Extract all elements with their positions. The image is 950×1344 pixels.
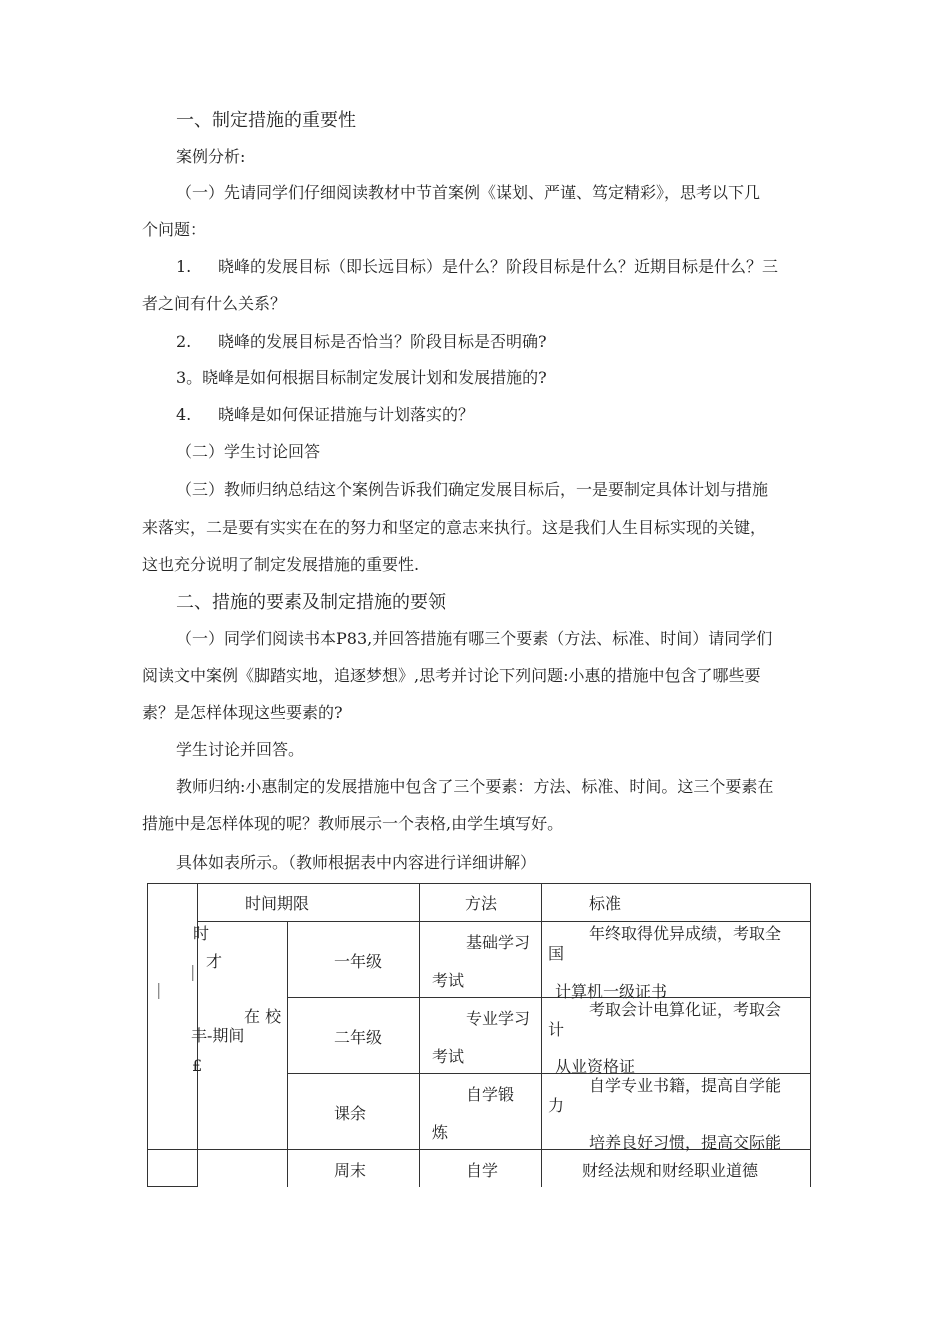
header-standard: 标准 xyxy=(589,894,622,913)
question-4-text: 晓峰是如何保证措施与计划落实的？ xyxy=(218,405,475,424)
row-2-standard-line-3: 从业资格证 xyxy=(555,1057,636,1076)
row-1-standard-line-1: 年终取得优异成绩，考取全 xyxy=(589,924,782,943)
row-1-method-line-2: 考试 xyxy=(432,971,465,990)
row-4-method: 自学 xyxy=(466,1161,499,1180)
section-2-paragraph-3-line-2: 措施中是怎样体现的呢？教师展示一个表格,由学生填写好。 xyxy=(142,814,564,833)
section-2-paragraph-2: 学生讨论并回答。 xyxy=(176,740,305,759)
row-4-standard: 财经法规和财经职业道德 xyxy=(582,1161,759,1180)
case-analysis-label: 案例分析: xyxy=(176,147,246,166)
table-rule xyxy=(197,921,811,922)
table-rule xyxy=(810,883,811,1187)
side-label-e: £ xyxy=(192,1056,203,1075)
row-3-method-line-2: 炼 xyxy=(432,1123,449,1142)
side-label-a: 时 xyxy=(193,924,210,943)
intro-line-2: 个问题： xyxy=(142,220,207,239)
table-rule xyxy=(287,921,288,1187)
table-rule xyxy=(147,1186,197,1187)
question-1-number: 1. xyxy=(176,257,192,276)
row-2-period: 二年级 xyxy=(334,1028,383,1047)
row-2-method-line-1: 专业学习 xyxy=(466,1009,531,1028)
question-1-line-1: 晓峰的发展目标（即长远目标）是什么？阶段目标是什么？近期目标是什么？三 xyxy=(218,257,779,276)
teacher-summary-line-3: 这也充分说明了制定发展措施的重要性. xyxy=(142,555,420,574)
question-3-text: 3。晓峰是如何根据目标制定发展计划和发展措施的? xyxy=(176,368,547,387)
row-1-method-line-1: 基础学习 xyxy=(466,933,531,952)
question-2-number: 2. xyxy=(176,332,192,351)
section-1-heading: 一、制定措施的重要性 xyxy=(176,110,356,131)
header-time-period: 时间期限 xyxy=(245,894,310,913)
section-2-paragraph-4: 具体如表所示。（教师根据表中内容进行详细讲解） xyxy=(176,853,537,872)
question-4-number: 4. xyxy=(176,405,192,424)
row-3-method-line-1: 自学锻 xyxy=(466,1085,515,1104)
row-4-period: 周末 xyxy=(334,1161,367,1180)
row-2-standard-line-1: 考取会计电算化证，考取会 xyxy=(589,1000,782,1019)
table-rule xyxy=(541,883,542,1187)
table-rule xyxy=(147,883,811,884)
side-label-d: 丰-期间 xyxy=(191,1026,245,1045)
student-discussion: （二）学生讨论回答 xyxy=(176,442,321,461)
question-2-text: 晓峰的发展目标是否恰当？阶段目标是否明确? xyxy=(218,332,547,351)
section-2-paragraph-1-line-1: （一）同学们阅读书本P83,并回答措施有哪三个要素（方法、标准、时间）请同学们 xyxy=(176,629,773,648)
section-2-heading: 二、措施的要素及制定措施的要领 xyxy=(176,592,446,613)
row-3-period: 课余 xyxy=(334,1104,367,1123)
row-3-standard-line-1: 自学专业书籍，提高自学能 xyxy=(589,1076,782,1095)
section-2-paragraph-3-line-1: 教师归纳:小惠制定的发展措施中包含了三个要素：方法、标准、时间。这三个要素在 xyxy=(176,777,774,796)
section-2-paragraph-1-line-3: 素？是怎样体现这些要素的? xyxy=(142,703,343,722)
table-rule xyxy=(147,883,148,1187)
row-1-standard-line-3: 计算机一级证书 xyxy=(555,982,668,1001)
intro-line-1: （一）先请同学们仔细阅读教材中节首案例《谋划、严谨、笃定精彩》，思考以下几 xyxy=(176,183,761,202)
row-2-standard-line-2: 计 xyxy=(548,1020,565,1039)
question-1-line-2: 者之间有什么关系？ xyxy=(142,294,287,313)
header-method: 方法 xyxy=(465,894,498,913)
row-2-method-line-2: 考试 xyxy=(432,1047,465,1066)
table-rule xyxy=(287,1073,811,1074)
teacher-summary-line-1: （三）教师归纳总结这个案例告诉我们确定发展目标后，一是要制定具体计划与措施 xyxy=(176,480,769,499)
section-2-paragraph-1-line-2: 阅读文中案例《脚踏实地，追逐梦想》,思考并讨论下列问题:小惠的措施中包含了哪些要 xyxy=(142,666,761,685)
row-3-standard-line-3: 培养良好习惯，提高交际能 xyxy=(589,1133,782,1152)
row-3-standard-line-2: 力 xyxy=(548,1096,565,1115)
side-pipe-2: | xyxy=(156,980,162,999)
side-pipe-1: | xyxy=(190,962,196,981)
side-label-c: 在 校 xyxy=(244,1007,282,1026)
teacher-summary-line-2: 来落实，二是要有实实在在的努力和坚定的意志来执行。这是我们人生目标实现的关键， xyxy=(142,518,767,537)
table-rule xyxy=(419,883,420,1187)
side-label-b: 才 xyxy=(206,952,223,971)
row-1-standard-line-2: 国 xyxy=(548,944,565,963)
table-rule xyxy=(287,997,811,998)
row-1-period: 一年级 xyxy=(334,952,383,971)
